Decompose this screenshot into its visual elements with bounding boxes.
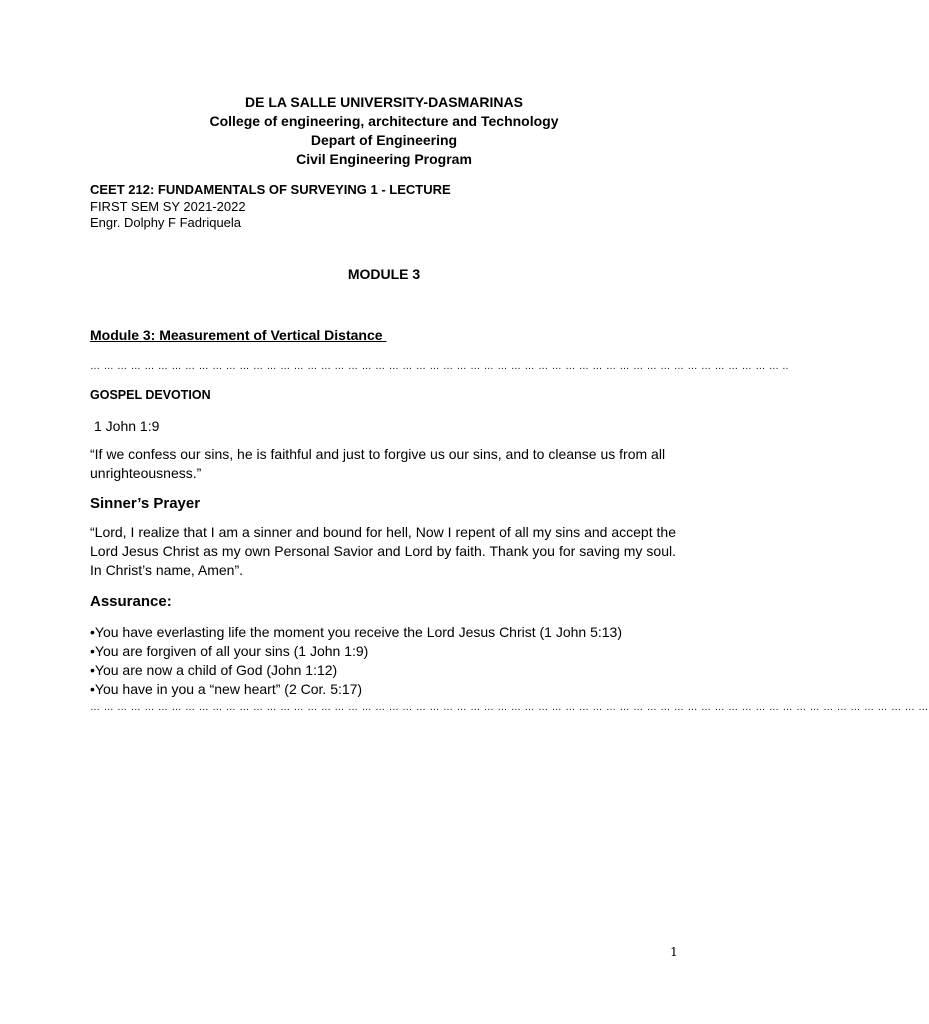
list-item: •You are now a child of God (John 1:12) [90,662,338,678]
module-title: Module 3: Measurement of Vertical Distance [90,327,387,343]
assurance-list [90,623,622,699]
sinners-prayer-heading: Sinner’s Prayer [90,495,201,512]
gospel-devotion-heading: GOSPEL DEVOTION [90,388,211,402]
list-item: •You have in you a “new heart” (2 Cor. 5:17) [90,681,363,697]
page-number: 1 [670,945,678,959]
verse-reference: 1 John 1:9 [94,418,160,434]
college-name: College of engineering, architecture and Technology [209,113,559,129]
course-info [90,182,451,232]
module-heading: MODULE 3 [347,266,421,282]
list-item: •You are forgiven of all your sins (1 John 1:9) [90,643,369,659]
semester: FIRST SEM SY 2021-2022 [90,198,246,214]
university-name: DE LA SALLE UNIVERSITY-DASMARINAS [245,94,523,110]
instructor: Engr. Dolphy F Fadriquela [90,215,242,230]
department-name: Depart of Engineering [310,132,458,148]
verse-text: “If we confess our sins, he is faithful and just to forgive us our sins, and to cleanse us from all unrighteousness.” [90,446,666,481]
course-code-title: CEET 212: FUNDAMENTALS OF SURVEYING 1 - LECTURE [90,182,451,197]
program-name: Civil Engineering Program [296,151,472,167]
list-item: •You have everlasting life the moment you receive the Lord Jesus Christ (1 John 5:13) [90,624,623,640]
dotted-separator-top: … … … … … … … … … … … … … … … … … … … … … … … … … … … … … … … … … … … … … … … … … … … … … … … … … … … .. [90,361,789,372]
sinners-prayer-text: “Lord, I realize that I am a sinner and bound for hell, Now I repent of all my sins and accept the Lord Jesus Christ as my own Personal Savior and Lord by faith. Thank you for saving my soul. In Christ’s name, Amen”. [90,524,676,578]
assurance-heading: Assurance: [90,593,172,610]
document-header [0,93,768,169]
dotted-separator-bottom: … … … … … … … … … … … … … … … … … … … … … … … … … … … … … … … … … … … … … … … … … … … … … … … … … … … … … … … … … … … … … … [90,702,929,713]
